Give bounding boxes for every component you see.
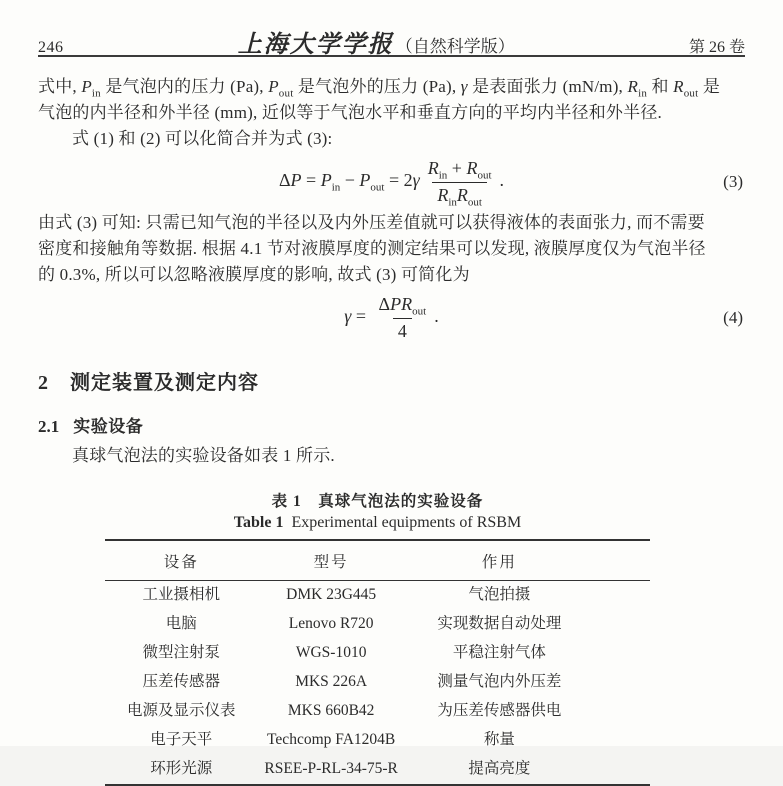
table-cell: 微型注射泵 <box>142 644 221 661</box>
math-subscript: in <box>638 87 648 100</box>
table-cell: 提高亮度 <box>468 760 531 777</box>
fraction <box>423 157 497 207</box>
math-subscript: in <box>331 181 341 194</box>
math-variable: P <box>290 170 302 191</box>
journal-title <box>238 24 515 59</box>
table-cell: WGS-1010 <box>295 644 367 661</box>
math-variable: γ <box>344 306 352 327</box>
table-cell: 环形光源 <box>150 760 213 777</box>
math-variable: R <box>437 184 449 205</box>
table-row <box>105 697 650 726</box>
running-header <box>38 24 745 58</box>
math-variable: P <box>81 77 92 96</box>
math-subscript: out <box>412 305 427 318</box>
math-subscript: out <box>370 181 385 194</box>
table-row <box>105 610 650 639</box>
text-line: 的 0.3%, 所以可以忽略液膜厚度的影响, 故式 (3) 可简化为 <box>38 265 470 284</box>
table-column-header: 设备 <box>105 540 258 581</box>
equation-4-number: (4) <box>723 308 743 327</box>
table-cell: Lenovo R720 <box>288 615 374 632</box>
math-variable: P <box>359 170 371 191</box>
table-cell: 工业摄相机 <box>142 586 221 603</box>
paragraph-derivation <box>38 210 745 288</box>
math-variable: R <box>627 77 639 96</box>
table-row <box>105 668 650 697</box>
math-subscript: in <box>438 169 448 182</box>
table-cell: 平稳注射气体 <box>452 644 546 661</box>
volume-label: 第 26 卷 <box>688 39 745 56</box>
table-cell: 称量 <box>483 731 515 748</box>
table-caption-en-label: Table 1 <box>233 514 284 531</box>
fraction-denominator <box>432 182 487 207</box>
equation-4 <box>38 292 745 344</box>
math-subscript: out <box>278 87 294 100</box>
math-variable: R <box>427 158 439 179</box>
journal-title-suffix: （自然科学版） <box>395 37 515 56</box>
section-2-title: 测定装置及测定内容 <box>70 372 259 394</box>
table-row <box>105 755 650 785</box>
math-subscript: in <box>448 196 457 209</box>
table-header-row <box>105 540 650 581</box>
table-cell: 为压差传感器供电 <box>437 702 562 719</box>
table-cell: 电源及显示仪表 <box>127 702 236 719</box>
fraction-numerator: $\Delta PR_{out}$ <box>378 294 427 318</box>
page-number: 246 <box>38 39 64 56</box>
math-variable: γ <box>412 170 420 191</box>
equation-3 <box>38 156 745 208</box>
math-subscript: in <box>91 87 101 100</box>
table-column-header: 作用 <box>405 540 650 581</box>
table-cell: RSEE-P-RL-34-75-R <box>264 760 398 777</box>
fraction-denominator: 4 <box>393 318 412 343</box>
math-subscript: out <box>477 169 492 182</box>
table-caption-en <box>105 514 650 532</box>
math-variable: P <box>268 77 279 96</box>
fraction <box>374 293 432 343</box>
math-variable: R <box>673 77 684 96</box>
table-cell: MKS 226A <box>295 673 368 690</box>
equation-4-body: γ = $\frac{\Delta PR_{out}}{4}$ . <box>344 293 438 343</box>
table-cell: Techcomp FA1204B <box>267 731 396 748</box>
paragraph-variable-definitions <box>38 74 745 152</box>
table-cell: DMK 23G445 <box>286 586 377 603</box>
equipment-table <box>105 539 650 786</box>
table-caption-en-text: Experimental equipments of RSBM <box>291 514 522 531</box>
fraction-numerator: $R_{in} + R_{out}$ <box>427 158 492 182</box>
table-cell: MKS 660B42 <box>287 702 375 719</box>
section-2-number: 2 <box>38 372 48 394</box>
table-row <box>105 581 650 611</box>
table-column-header: 型号 <box>258 540 405 581</box>
table-cell: 压差传感器 <box>142 673 221 690</box>
table-cell: 气泡拍摄 <box>468 586 531 603</box>
math-variable: R <box>401 294 413 315</box>
table-cell: 测量气泡内外压差 <box>437 673 562 690</box>
text-line: 密度和接触角等数据. 根据 4.1 节对液膜厚度的测定结果可以发现, 液膜厚度仅为气泡半径 <box>38 239 706 258</box>
math-variable: R <box>456 184 468 205</box>
section-2-1-number: 2.1 <box>38 417 60 436</box>
math-subscript: out <box>683 87 699 100</box>
section-2-1-title: 实验设备 <box>73 417 144 436</box>
text-line: 式中, $P_{in}$ 是气泡内的压力 (Pa), $P_{out}$ 是气泡外的压力 (Pa), γ 是表面张力 (mN/m), $R_{in}$ 和 $R_{out}$ 是 <box>38 77 721 100</box>
table-cell: 实现数据自动处理 <box>437 615 562 632</box>
text-line: 由式 (3) 可知: 只需已知气泡的半径以及内外压差值就可以获得液体的表面张力, 而不需要 <box>38 213 705 232</box>
table-cell: 电脑 <box>165 615 197 632</box>
journal-title-script: 上海大学学报 <box>237 32 394 58</box>
section-2-heading <box>38 366 745 395</box>
equation-3-number: (3) <box>723 172 743 191</box>
math-variable: P <box>390 294 402 315</box>
math-variable: γ <box>460 77 468 96</box>
paragraph-table-reference: 真球气泡法的实验设备如表 1 所示. <box>72 446 335 465</box>
table-row <box>105 726 650 755</box>
text-line: 式 (1) 和 (2) 可以化简合并为式 (3): <box>72 129 333 148</box>
math-subscript: out <box>467 196 482 209</box>
table-row <box>105 639 650 668</box>
equation-3-body: $\Delta P = P_{in} - P_{out} = 2\gamma$ $\frac{R_{in} + R_{out}}{R_{in}R_{out}}$ . <box>278 158 505 209</box>
text-line: 气泡的内半径和外半径 (mm), 近似等于气泡水平和垂直方向的平均内半径和外半径. <box>38 103 662 122</box>
table-caption-zh: 表 1 真球气泡法的实验设备 <box>271 493 484 510</box>
math-variable: R <box>466 158 478 179</box>
section-2-1-heading <box>38 412 745 437</box>
math-variable: P <box>320 170 332 191</box>
table-cell: 电子天平 <box>150 731 213 748</box>
